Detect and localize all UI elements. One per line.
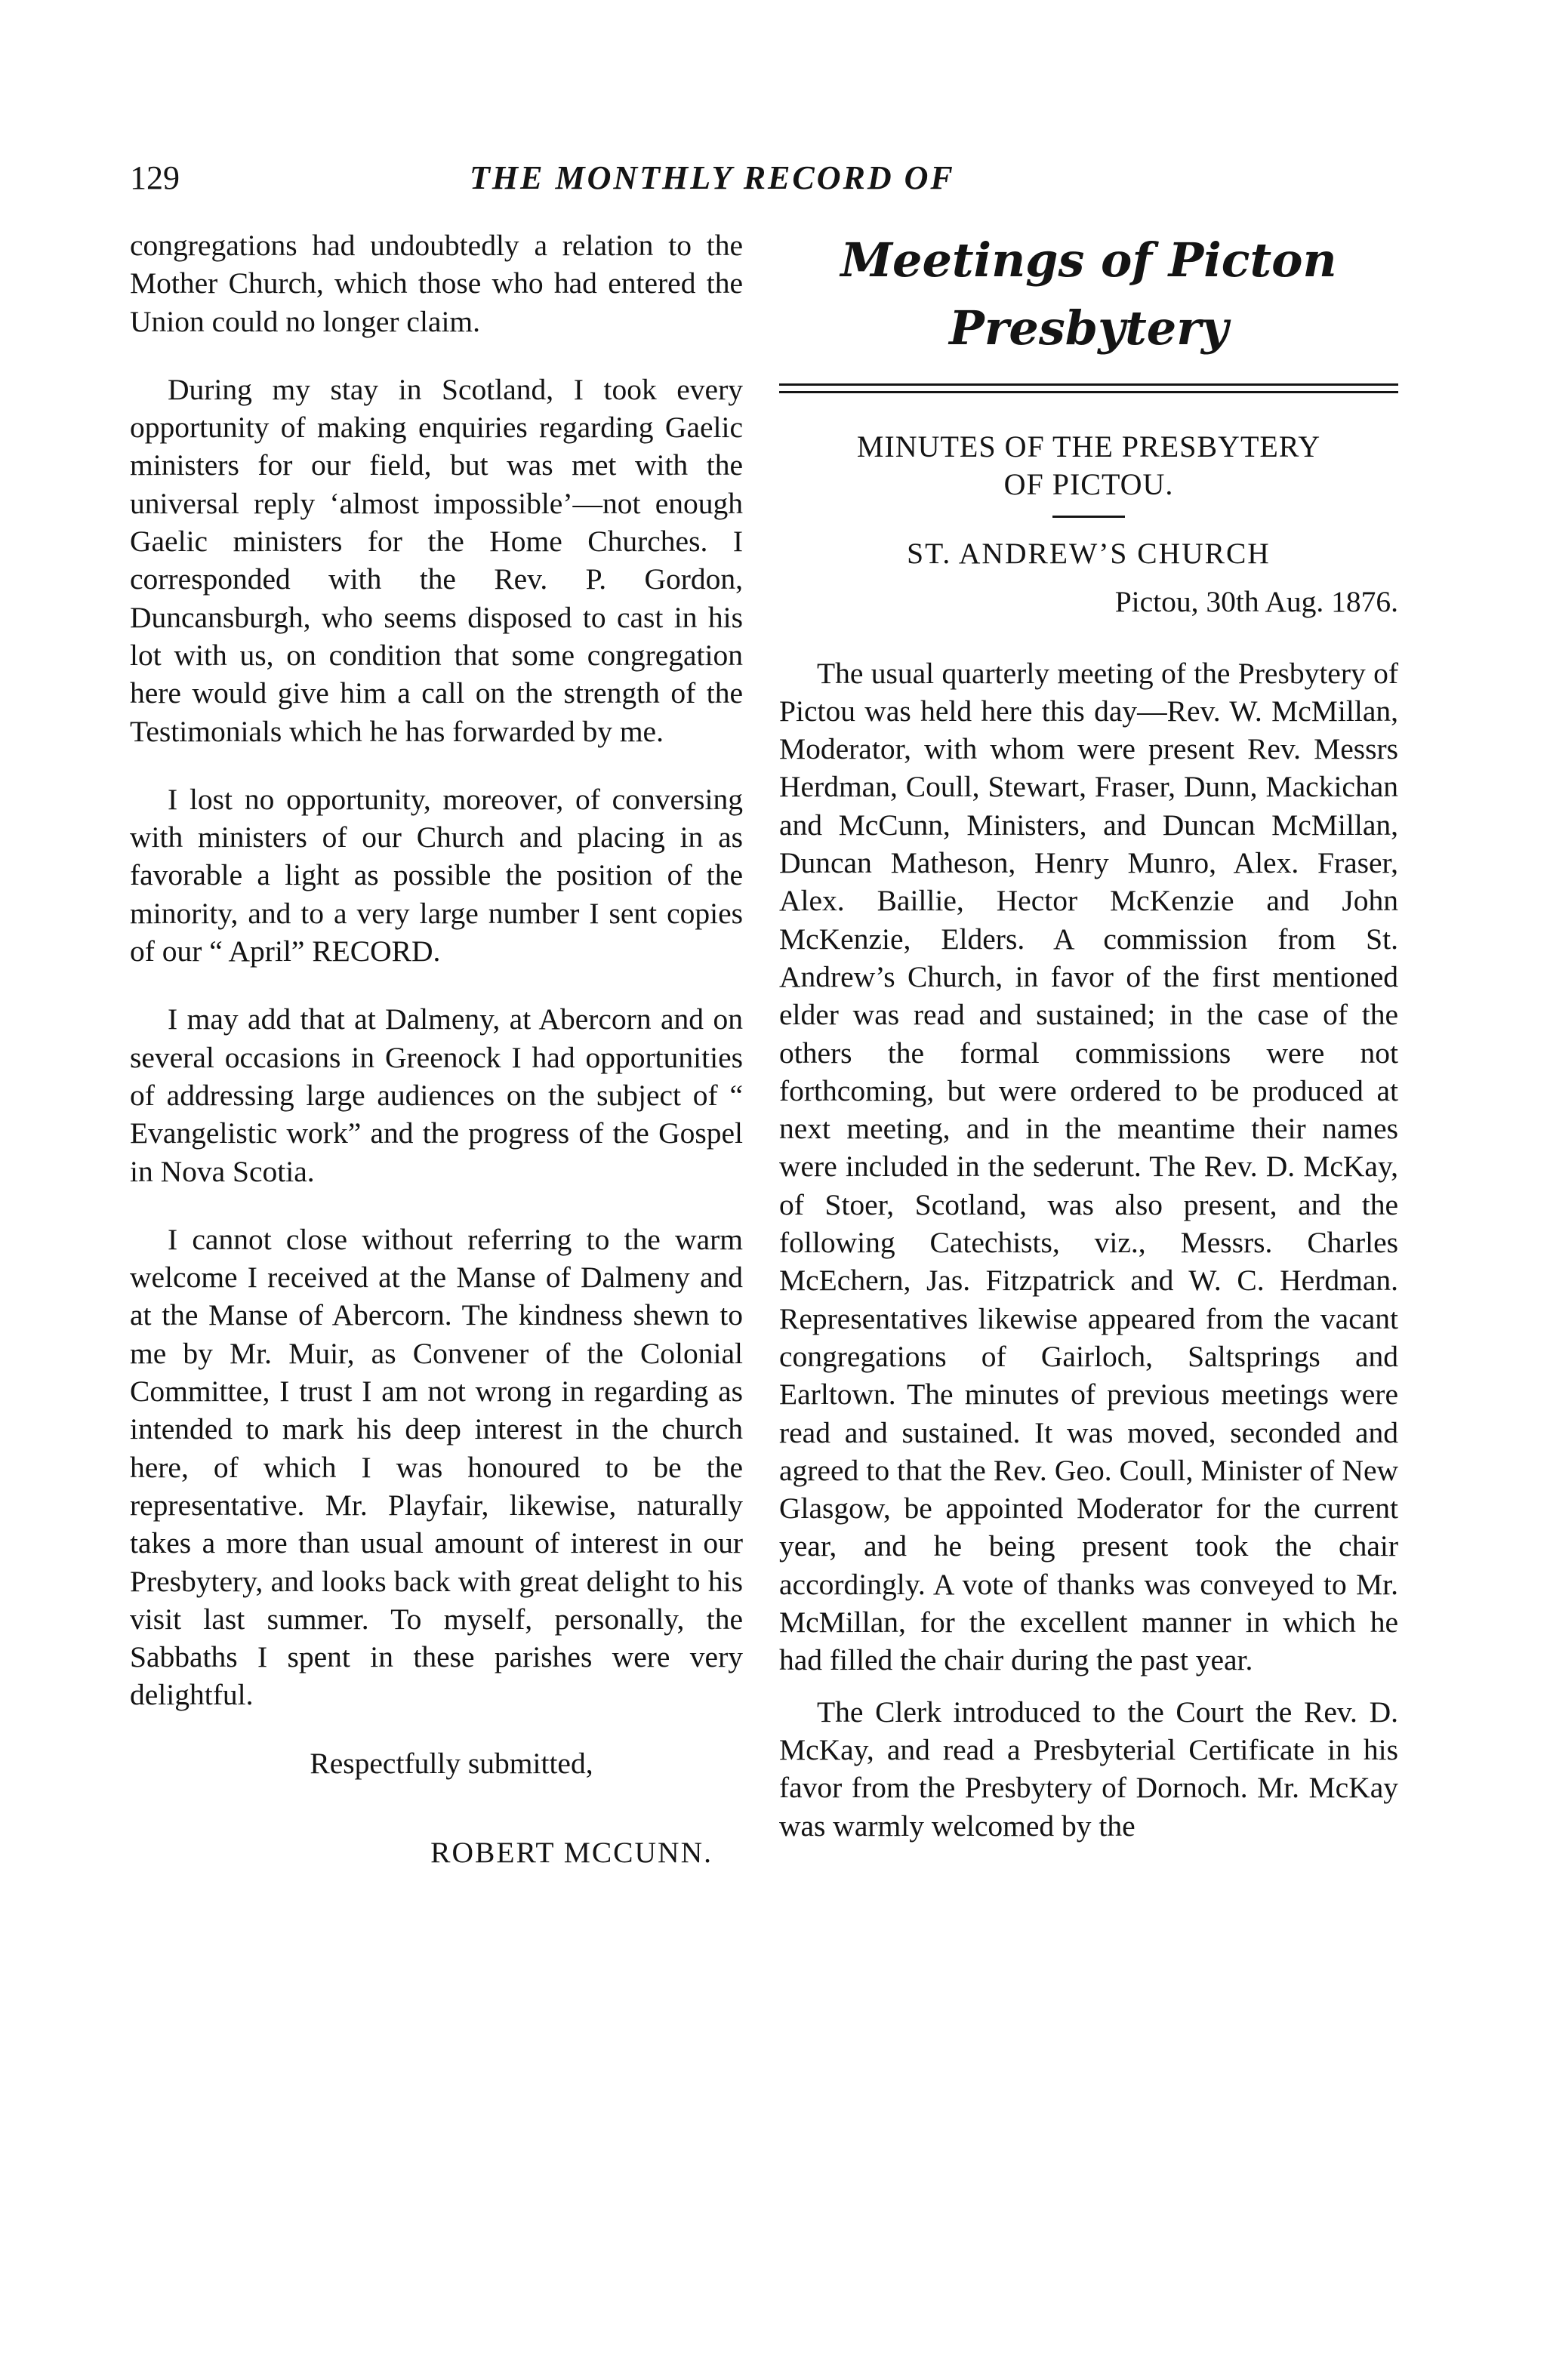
minutes-heading-line1: MINUTES OF THE PRESBYTERY xyxy=(856,430,1321,463)
short-rule xyxy=(1052,516,1125,518)
page-number: 129 xyxy=(130,159,180,196)
left-column xyxy=(130,226,743,1871)
paragraph: The Clerk introduced to the Court the Rev. D. McKay, and read a Presbyterial Certificate in his favor from the Presbytery of Dornoch. Mr. McKay was warmly welcomed by the xyxy=(779,1695,1398,1843)
paragraph: congregations had undoubtedly a relation to the Mother Church, which those who had entered the Union could no longer claim. xyxy=(130,229,743,338)
paragraph: The usual quarterly meeting of the Presbytery of Pictou was held here this day—Rev. W. McMillan, Moderator, with whom were present Rev. Messrs Herdman, Coull, Stewart, Fraser, Dunn, Mackichan and McCunn, Ministers, and Duncan McMillan, Duncan Matheson, Henry Munro, Alex. Fraser, Alex. Baillie, Hector McKenzie and John McKenzie, Elders. A commission from St. Andrew’s Church, in favor of the first mentioned elder was read and sustained; in the case of the others the formal commissions were not forthcoming, but were ordered to be produced at next meeting, and in the meantime their names were included in the sederunt. The Rev. D. McKay, of Stoer, Scotland, was also present, and the following Catechists, viz., Messrs. Charles McEchern, Jas. Fitzpatrick and W. C. Herdman. Representatives likewise appeared from the vacant congregations of Gairloch, Saltsprings and Earltown. The minutes of previous meetings were read and sustained. It was moved, seconded and agreed to that the Rev. Geo. Coull, Minister of New Glasgow, be appointed Moderator for the current year, and he being present took the chair accordingly. A vote of thanks was conveyed to Mr. McMillan, for the excellent manner in which he had filled the chair during the past year. xyxy=(779,656,1398,1677)
section-banner: Meetings of Picton Presbytery xyxy=(840,232,1337,356)
church-name: ST. ANDREW’S CHURCH xyxy=(907,537,1271,570)
signoff: Respectfully submitted, xyxy=(310,1746,593,1780)
paragraph: I lost no opportunity, moreover, of conversing with ministers of our Church and placing in as favorable a light as possible the position of the minority, and to a very large number I sent copies of our “ April” RECORD. xyxy=(130,782,743,968)
paragraph: I may add that at Dalmeny, at Abercorn and on several occasions in Greenock I had opportunities of addressing large audiences on the subject of “ Evangelistic work” and the progress of the Gospel in Nova Scotia. xyxy=(130,1002,743,1188)
paragraph: During my stay in Scotland, I took every opportunity of making enquiries regarding Gaelic ministers for our field, but was met with the universal reply ‘almost impossible’—not enough Gaelic ministers for the Home Churches. I corresponded with the Rev. P. Gordon, Duncansburgh, who seems disposed to cast in his lot with us, on condition that some congregation here would give him a call on the strength of the Testimonials which he has forwarded by me. xyxy=(130,372,743,748)
signature: ROBERT MCCUNN. xyxy=(430,1835,713,1869)
right-column xyxy=(779,226,1398,1858)
minutes-heading-line2: OF PICTOU. xyxy=(1003,467,1174,501)
journal-title: THE MONTHLY RECORD OF xyxy=(470,159,955,196)
dateline: Pictou, 30th Aug. 1876. xyxy=(1114,585,1398,619)
running-head xyxy=(130,159,1398,204)
double-rule xyxy=(779,383,1398,393)
paragraph: I cannot close without referring to the warm welcome I received at the Manse of Dalmeny and at the Manse of Abercorn. The kindness shewn to me by Mr. Muir, as Convener of the Colonial Committee, I trust I am not wrong in regarding as intended to mark his deep interest in the church here, of which I was honoured to be the representative. Mr. Playfair, likewise, naturally takes a more than usual amount of interest in our Presbytery, and looks back with great delight to his visit last summer. To myself, personally, the Sabbaths I spent in these parishes were very delightful. xyxy=(130,1222,743,1712)
